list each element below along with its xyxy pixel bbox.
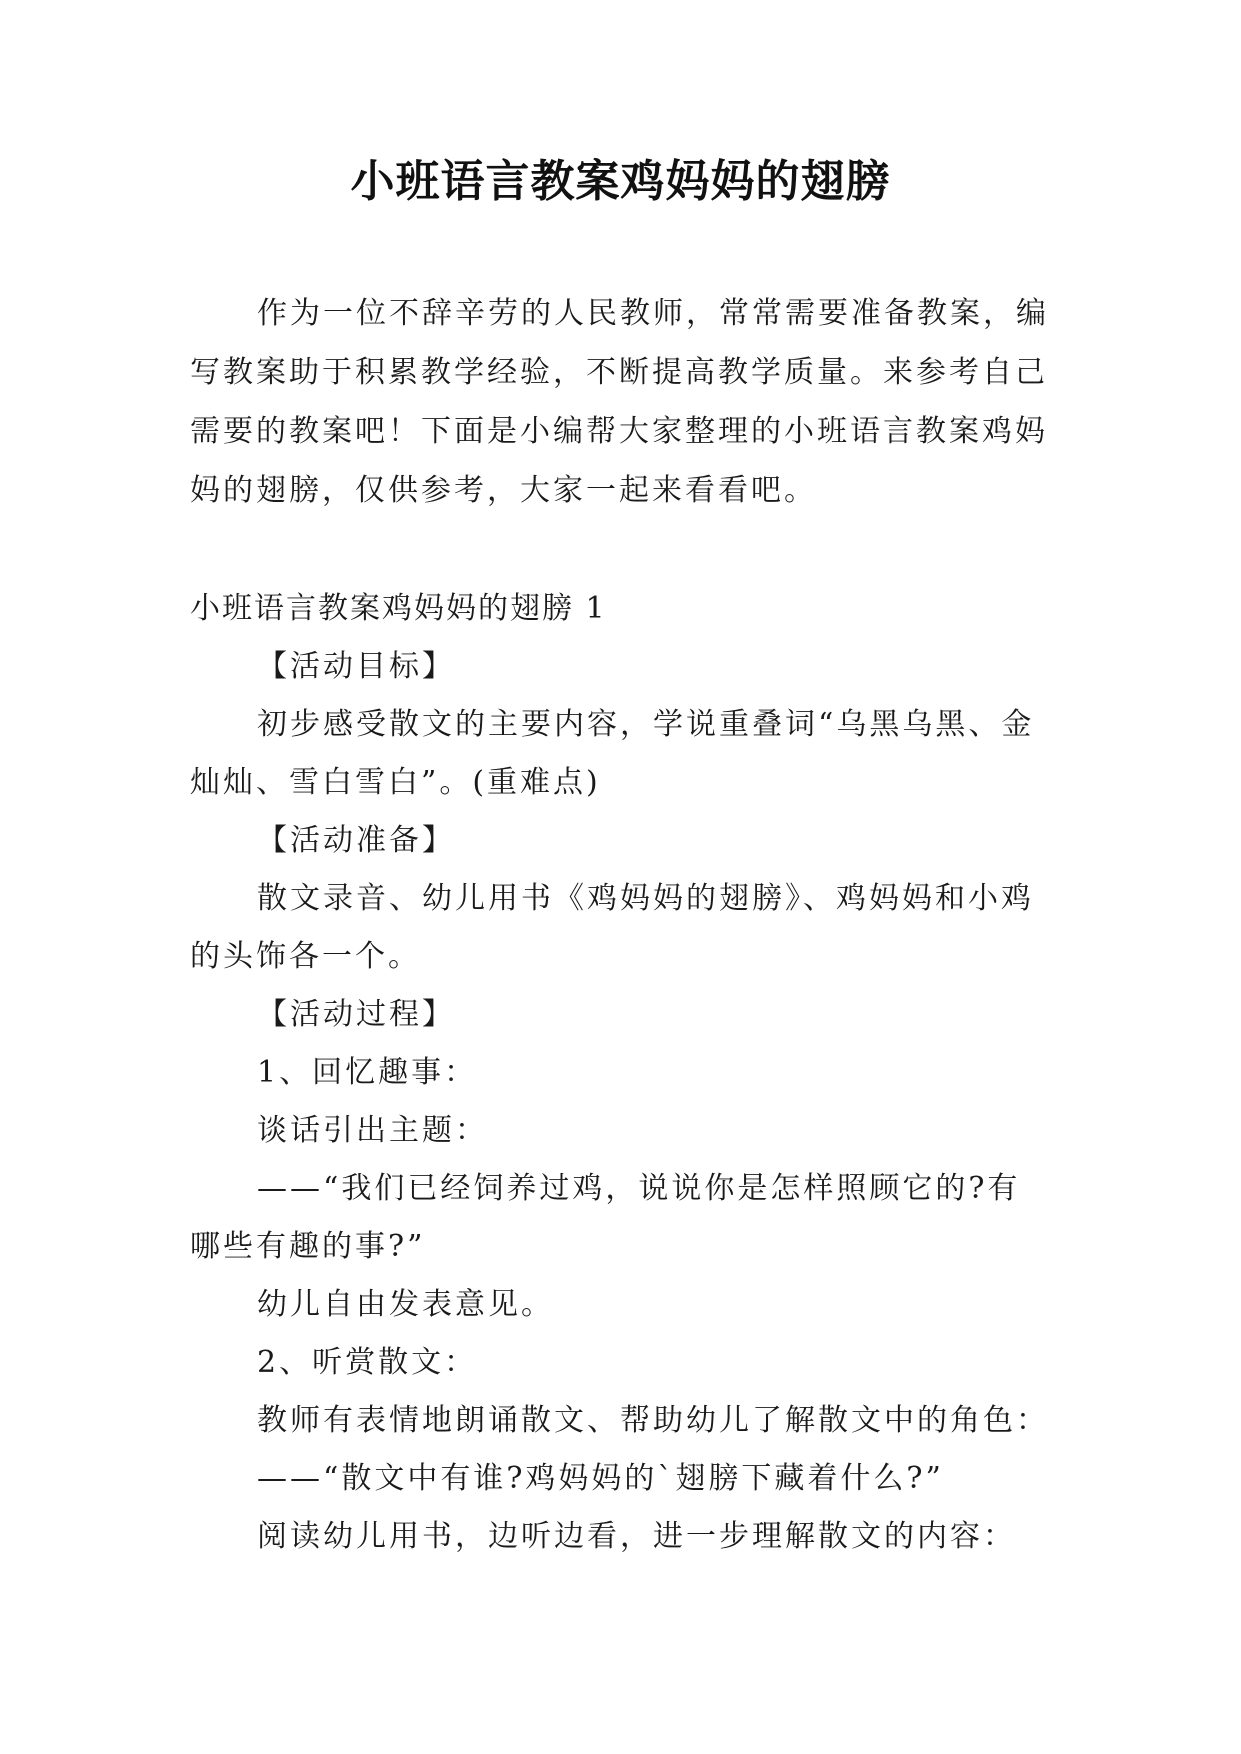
paragraph-goals: 初步感受散文的主要内容，学说重叠词“乌黑乌黑、金灿灿、雪白雪白”。(重难点): [190, 707, 1035, 800]
step-1-heading: 1、回忆趣事：: [257, 1055, 478, 1090]
paragraph-preparation: 散文录音、幼儿用书《鸡妈妈的翅膀》、鸡妈妈和小鸡的头饰各一个。: [190, 881, 1034, 974]
heading-activity-preparation: 【活动准备】: [257, 823, 455, 858]
step-2-heading: 2、听赏散文：: [257, 1345, 478, 1380]
paragraph-teacher-recite: 教师有表情地朗诵散文、帮助幼儿了解散文中的角色：: [257, 1403, 1049, 1438]
paragraph-free-expression: 幼儿自由发表意见。: [257, 1287, 554, 1322]
paragraph-topic-intro: 谈话引出主题：: [257, 1113, 488, 1148]
document-title: 小班语言教案鸡妈妈的翅膀: [350, 156, 891, 207]
intro-paragraph: 作为一位不辞辛劳的人民教师，常常需要准备教案，编写教案助于积累教学经验，不断提高教学质量。来参考自己需要的教案吧！下面是小编帮大家整理的小班语言教案鸡妈妈的翅膀，仅供参考，大家一起来看看吧。: [190, 296, 1049, 508]
heading-activity-process: 【活动过程】: [257, 997, 455, 1032]
document-body: [190, 284, 1052, 1566]
paragraph-question-2: ——“散文中有谁?鸡妈妈的`翅膀下藏着什么?”: [257, 1461, 944, 1496]
section-title: 小班语言教案鸡妈妈的翅膀 1: [190, 591, 607, 626]
heading-activity-goals: 【活动目标】: [257, 649, 455, 684]
spacer: [190, 520, 1052, 580]
paragraph-reading: 阅读幼儿用书，边听边看，进一步理解散文的内容：: [257, 1519, 1016, 1554]
paragraph-question-1: ——“我们已经饲养过鸡，说说你是怎样照顾它的?有哪些有趣的事?”: [190, 1171, 1021, 1264]
